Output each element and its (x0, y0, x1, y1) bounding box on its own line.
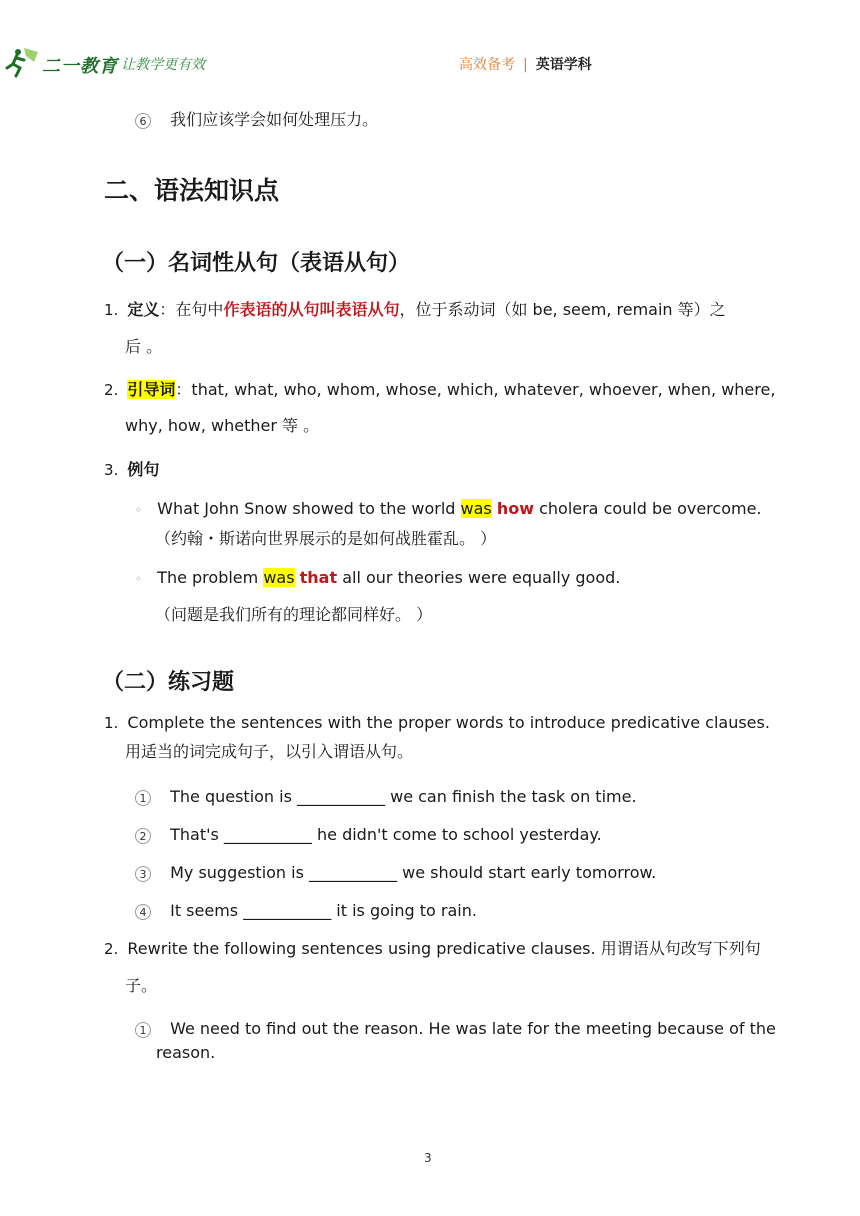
section-title: 二、语法知识点 (104, 176, 280, 205)
circled-number: 1 (135, 790, 151, 806)
circled-number: 3 (135, 866, 151, 882)
highlighted-verb: was (263, 568, 295, 587)
list-item (135, 110, 378, 130)
definition-emphasis: 作表语的从句叫表语从句 (223, 300, 400, 319)
example-translation: （问题是我们所有的理论都同样好。 ） (155, 605, 433, 624)
definition-text: ：在句中 (159, 300, 224, 319)
circled-number: 1 (135, 1022, 151, 1038)
exercise-text: It seems ___________ it is going to rain. (170, 901, 477, 920)
definition-line-2: 后 。 (125, 337, 163, 356)
circled-number: 2 (135, 828, 151, 844)
question-text: Complete the sentences with the proper words to introduce predicative clauses. (127, 713, 770, 732)
examples-heading (104, 460, 159, 480)
intro-words-line (104, 380, 775, 400)
example-sentence (135, 499, 762, 520)
circled-number: 4 (135, 904, 151, 920)
definition-label: 定义 (127, 300, 160, 319)
bullet-icon: ◦ (135, 503, 143, 517)
slogan: / 让教学更有效 (112, 57, 206, 73)
exercise-item (135, 863, 656, 883)
bullet-icon: ◦ (135, 572, 143, 586)
list-number: 3. (104, 461, 119, 479)
header-right (459, 54, 592, 74)
examples-label: 例句 (127, 460, 160, 479)
intro-words-label: 引导词 (127, 380, 176, 399)
question-text-2: 子。 (125, 976, 158, 995)
exercise-item (135, 1019, 776, 1039)
definition-line (104, 300, 726, 320)
exercise-item (135, 787, 637, 807)
example-translation: （约翰・斯诺向世界展示的是如何战胜霍乱。 ） (155, 529, 497, 548)
header-tag-subject: 英语学科 (535, 57, 592, 73)
example-text-end: cholera could be overcome. (534, 499, 762, 518)
question-line (104, 713, 770, 733)
question-line (104, 939, 761, 959)
item-text: 我们应该学会如何处理压力。 (170, 110, 379, 129)
definition-rest: ，位于系动词（如 be, seem, remain 等）之 (399, 300, 726, 319)
example-text: What John Snow showed to the world (157, 499, 461, 518)
emphasis-word: how (496, 499, 534, 518)
runner-logo-icon (4, 44, 44, 78)
intro-words-line-2: why, how, whether 等 。 (125, 416, 320, 435)
exercise-text: My suggestion is ___________ we should start early tomorrow. (170, 863, 657, 882)
exercise-item (135, 901, 477, 921)
subsection-title: （一）名词性从句（表语从句） (102, 251, 411, 276)
header-separator: | (523, 57, 528, 73)
highlighted-verb: was (460, 499, 492, 518)
circled-number: 6 (135, 113, 151, 129)
example-text-end: all our theories were equally good. (337, 568, 621, 587)
header-tag-exam: 高效备考 (459, 57, 515, 73)
page-number: 3 (424, 1151, 432, 1165)
subsection-title: （二）练习题 (102, 670, 235, 695)
example-sentence (135, 568, 620, 589)
example-text: The problem (157, 568, 264, 587)
intro-words-list: ：that, what, who, whom, whose, which, whatever, whoever, when, where, (175, 380, 776, 399)
exercise-text: The question is ___________ we can finish the task on time. (170, 787, 637, 806)
exercise-item (135, 825, 602, 845)
exercise-text: That's ___________ he didn't come to school yesterday. (170, 825, 602, 844)
list-number: 1. (104, 301, 119, 319)
exercise-text-2: reason. (156, 1043, 216, 1062)
emphasis-word: that (299, 568, 338, 587)
list-number: 2. (104, 940, 119, 958)
question-text-2: 用适当的词完成句子，以引入谓语从句。 (125, 742, 414, 761)
exercise-text: We need to find out the reason. He was late for the meeting because of the (170, 1019, 776, 1038)
list-number: 1. (104, 714, 119, 732)
logo-text: 二一教育 (42, 56, 118, 77)
question-text: Rewrite the following sentences using predicative clauses. 用谓语从句改写下列句 (127, 939, 761, 958)
list-number: 2. (104, 381, 119, 399)
